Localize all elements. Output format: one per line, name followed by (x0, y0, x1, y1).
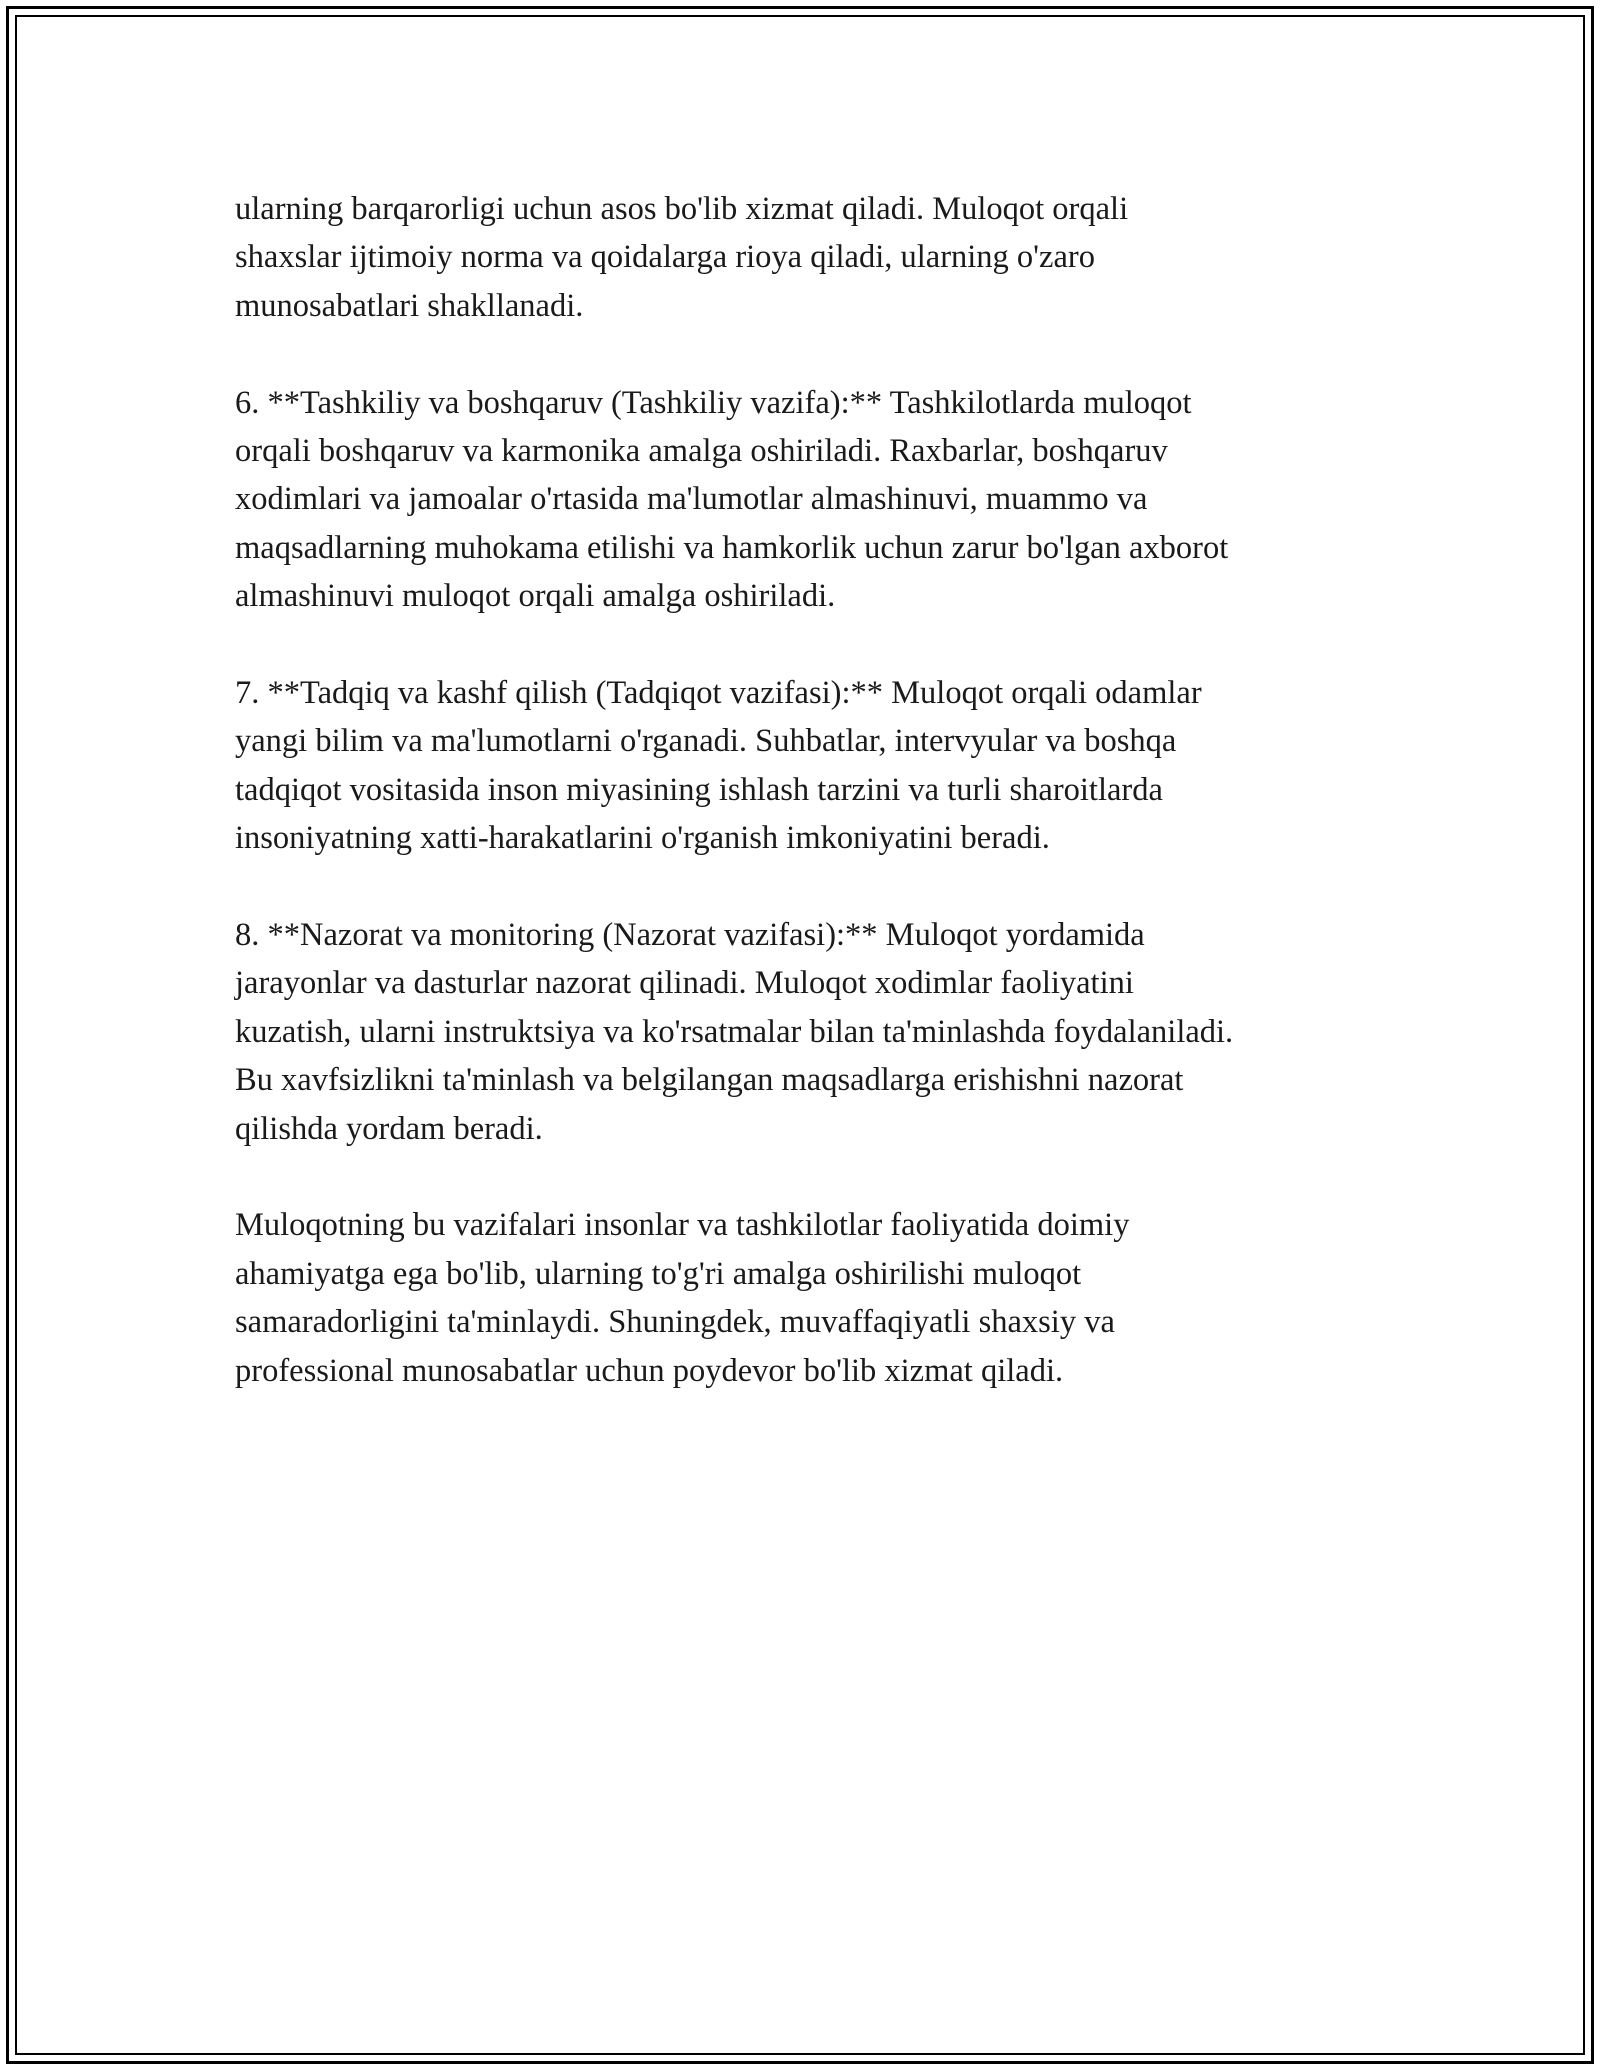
text-line: jarayonlar va dasturlar nazorat qilinadi. Muloqot xodimlar faoliyatini (235, 965, 1134, 1002)
text-line: yangi bilim va ma'lumotlarni o'rganadi. Suhbatlar, intervyular va boshqa (235, 723, 1177, 760)
text-line: Muloqotning bu vazifalari insonlar va tashkilotlar faoliyatida doimiy (235, 1207, 1130, 1244)
text-line: orqali boshqaruv va karmonika amalga oshiriladi. Raxbarlar, boshqaruv (235, 433, 1168, 470)
text-line: maqsadlarning muhokama etilishi va hamkorlik uchun zarur bo'lgan axborot (235, 529, 1229, 566)
text-line: ahamiyatga ega bo'lib, ularning to'g'ri amalga oshirilishi muloqot (235, 1255, 1082, 1292)
text-line: kuzatish, ularni instruktsiya va ko'rsatmalar bilan ta'minlashda foydalaniladi. (235, 1013, 1234, 1050)
paragraph-item-8 (235, 911, 1375, 1153)
text-line: munosabatlari shakllanadi. (235, 287, 584, 324)
text-line: insoniyatning xatti-harakatlarini o'rganish imkoniyatini beradi. (235, 820, 1050, 857)
text-line: 8. **Nazorat va monitoring (Nazorat vazifasi):** Muloqot yordamida (235, 917, 1145, 954)
document-body (235, 185, 1375, 1443)
text-line: xodimlari va jamoalar o'rtasida ma'lumotlar almashinuvi, muammo va (235, 481, 1148, 518)
text-line: almashinuvi muloqot orqali amalga oshiriladi. (235, 578, 836, 615)
text-line: 7. **Tadqiq va kashf qilish (Tadqiqot vazifasi):** Muloqot orqali odamlar (235, 675, 1202, 712)
text-line: ularning barqarorligi uchun asos bo'lib xizmat qiladi. Muloqot orqali (235, 191, 1129, 227)
text-line: Bu xavfsizlikni ta'minlash va belgilangan maqsadlarga erishishni nazorat (235, 1062, 1184, 1099)
paragraph-item-6 (235, 379, 1375, 621)
paragraph-continuation (235, 185, 1375, 330)
paragraph-item-7 (235, 669, 1375, 863)
text-line: professional munosabatlar uchun poydevor bo'lib xizmat qiladi. (235, 1352, 1064, 1389)
text-line: qilishda yordam beradi. (235, 1110, 543, 1147)
text-line: 6. **Tashkiliy va boshqaruv (Tashkiliy vazifa):** Tashkilotlarda muloqot (235, 384, 1192, 421)
paragraph-conclusion (235, 1201, 1375, 1395)
text-line: tadqiqot vositasida inson miyasining ishlash tarzini va turli sharoitlarda (235, 771, 1163, 808)
text-line: shaxslar ijtimoiy norma va qoidalarga rioya qiladi, ularning o'zaro (235, 239, 1095, 276)
text-line: samaradorligini ta'minlaydi. Shuningdek, muvaffaqiyatli shaxsiy va (235, 1304, 1115, 1341)
